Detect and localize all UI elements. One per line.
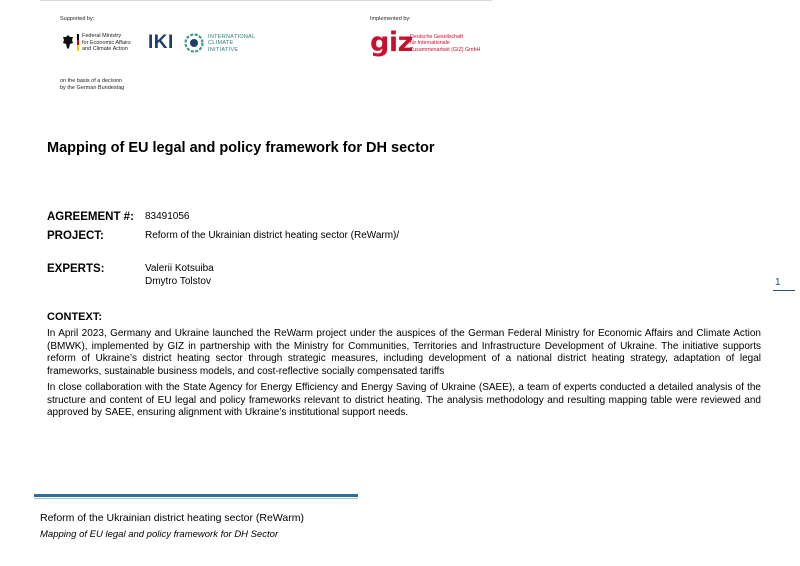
iki-logo: IKI <box>148 32 174 53</box>
iki-text-line: INTERNATIONAL <box>208 34 256 40</box>
experts-label: EXPERTS: <box>47 263 105 275</box>
giz-text-line: für Internationale <box>410 40 450 47</box>
giz-text-line: Zusammenarbeit (GIZ) GmbH <box>410 46 481 53</box>
giz-logo-text <box>410 34 480 53</box>
giz-logo: giz <box>370 27 413 58</box>
iki-ring-icon <box>184 33 204 53</box>
document-title: Mapping of EU legal and policy framework for DH sector <box>47 140 435 156</box>
iki-logo-text <box>208 34 256 53</box>
implemented-by-label: Implemented by: <box>370 16 411 22</box>
agreement-label: AGREEMENT #: <box>47 211 134 223</box>
project-label: PROJECT: <box>47 230 104 242</box>
expert-name: Dmytro Tolstov <box>145 275 211 287</box>
ministry-logo-text <box>82 33 152 53</box>
footer-project-line: Reform of the Ukrainian district heating sector (ReWarm) <box>40 512 304 524</box>
ministry-line: for Economic Affairs <box>82 39 131 46</box>
context-paragraph: In close collaboration with the State Agency for Energy Efficiency and Energy Saving of Ukraine (SAEE), a team of experts conducted a detailed analysis of the structure and content of EU legal and policy frameworks relevant to district heating. The analysis methodology and resulting mapping table were reviewed and approved by SAEE, ensuring alignment with Ukraine’s institutional support needs. <box>47 382 761 418</box>
ministry-line: Federal Ministry <box>82 33 122 39</box>
bundestag-note <box>60 78 124 91</box>
expert-name: Valerii Kotsuiba <box>145 263 214 274</box>
footer-bar <box>34 494 358 497</box>
bundestag-line: on the basis of a decision <box>60 78 123 84</box>
iki-text-line: CLIMATE <box>208 40 234 47</box>
experts-list <box>145 263 214 288</box>
context-heading: CONTEXT: <box>47 311 102 323</box>
header-top-rule <box>40 0 492 1</box>
page-number-underline <box>773 290 795 291</box>
agreement-value: 83491056 <box>145 211 190 222</box>
footer-bar-light <box>34 498 358 499</box>
footer-document-line: Mapping of EU legal and policy framework for DH Sector <box>40 529 279 540</box>
ministry-line: and Climate Action <box>82 46 128 52</box>
supported-by-label: Supported by: <box>60 16 95 22</box>
page-number: 1 <box>775 277 781 288</box>
context-paragraph: In April 2023, Germany and Ukraine launched the ReWarm project under the auspices of the German Federal Ministry for Economic Affairs and Climate Action (BMWK), implemented by GIZ in partnership with the Ministry for Communities, Territories and Infrastructure Development of Ukraine. The initiative supports reform of Ukraine’s district heating sector through strategic measures, including development of a national district heating strategy, adaptation of legal frameworks, sustainable business models, and cost-reflective socially compensated tariffs <box>47 328 761 377</box>
federal-eagle-icon <box>62 34 74 50</box>
german-flag <box>77 34 79 51</box>
iki-text-line: INITIATIVE <box>208 46 239 53</box>
bundestag-line: by the German Bundestag <box>60 84 125 91</box>
project-value: Reform of the Ukrainian district heating sector (ReWarm)/ <box>145 230 400 241</box>
giz-text-line: Deutsche Gesellschaft <box>410 34 463 40</box>
